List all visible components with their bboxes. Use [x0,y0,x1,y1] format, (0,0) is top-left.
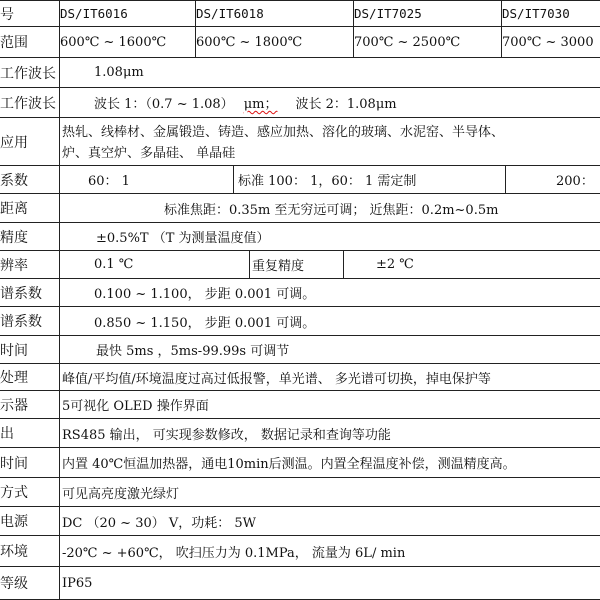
range-cell-3: 700℃ ~ 2500℃ [354,27,502,57]
row-label: 号 [0,1,60,26]
range-cell-2: 600℃ ~ 1800℃ [196,27,354,57]
aiming-value: 可见高亮度激光绿灯 [62,486,180,502]
range-cell-1: 600℃ ~ 1600℃ [60,27,196,57]
repeatability-value: ±2 ℃ [376,257,414,272]
row-label: 时间 [0,448,60,477]
coefficient-cell-1: 60： 1 [60,166,234,193]
row-label: 环境 [0,536,60,566]
range-cell-4: 700℃ ~ 3000 [502,34,594,50]
row-label: 处理 [0,364,60,390]
table-row-environment [0,536,600,567]
wavelength-value: 1.08μm [94,65,144,80]
row-label: 范围 [0,27,60,57]
model-cell-3: DS/IT7025 [354,1,502,26]
accuracy-value: ±0.5%T （T 为测量温度值） [96,231,270,246]
wavelength-band-2: 波长 2：1.08μm [295,97,397,112]
row-label: 距离 [0,194,60,222]
row-label: 等级 [0,567,60,599]
applications-value [60,118,600,165]
table-row-wavelength [0,58,600,88]
response-time-value: 最快 5ms ，5ms-99.99s 可调节 [96,344,290,359]
table-row-focus [0,194,600,223]
row-label: 出 [0,419,60,447]
row-label: 示器 [0,391,60,418]
table-row-coefficient [0,166,600,194]
table-row-display [0,391,600,419]
applications-line-2: 炉、真空炉、多晶硅、 单晶硅 [62,146,236,161]
focus-value: 标准焦距：0.35m 至无穷远可调； 近焦距：0.2m~0.5m [164,202,499,218]
table-row-range [0,27,600,58]
display-value: 5可视化 OLED 操作界面 [62,399,209,414]
table-row-aiming [0,478,600,507]
table-row-resolution [0,251,600,279]
power-value: DC （20 ~ 30） V，功耗： 5W [62,515,257,531]
table-row-wavelength-multi [0,88,600,118]
model-cell-4: DS/IT7030 [502,6,570,21]
model-cell-2: DS/IT6018 [196,1,354,26]
resolution-value: 0.1 ℃ [60,251,250,278]
protection-value: IP65 [62,575,93,591]
output-value: RS485 输出， 可实现参数修改， 数据记录和查询等功能 [62,427,391,443]
row-label: 时间 [0,336,60,363]
table-row-signal-processing [0,364,600,391]
table-row-power [0,507,600,536]
warmup-value: 内置 40℃恒温加热器，通电10min后测温。内置全程温度补偿，测温精度高。 [62,457,516,472]
table-row-output [0,419,600,448]
row-label: 工作波长 [0,58,60,87]
emissivity-2-value: 0.850 ~ 1.150， 步距 0.001 可调。 [94,315,316,331]
row-label: 系数 [0,166,60,193]
row-label: 精度 [0,223,60,250]
table-row-protection [0,567,600,600]
row-label: 谱系数 [0,307,60,335]
table-row-applications [0,118,600,166]
table-row-warmup [0,448,600,478]
row-label: 辨率 [0,251,60,278]
coefficient-cell-2: 标准 100： 1，60： 1 需定制 [234,166,506,193]
table-row-model [0,0,600,27]
emissivity-1-value: 0.100 ~ 1.100， 步距 0.001 可调。 [94,287,316,302]
row-label: 谱系数 [0,279,60,306]
table-row-emissivity-2 [0,307,600,336]
model-cell-1: DS/IT6016 [60,1,196,26]
wavelength-unit: μm； [243,97,278,112]
applications-line-1: 热轧、线棒材、金属锻造、铸造、感应加热、溶化的玻璃、水泥窑、半导体、 [62,125,505,140]
row-label: 工作波长 [0,88,60,117]
wavelength-band-1: 波长 1：（0.7 ~ 1.08） [94,97,234,112]
row-label: 应用 [0,118,60,165]
repeatability-label: 重复精度 [250,251,344,278]
table-row-emissivity-1 [0,279,600,307]
coefficient-cell-3: 200： [556,174,594,189]
row-label: 电源 [0,507,60,535]
signal-processing-value: 峰值/平均值/环境温度过高过低报警，单光谱、 多光谱可切换，掉电保护等 [62,371,491,387]
table-row-accuracy [0,223,600,251]
wavelength-multi-value [60,88,600,117]
environment-value: -20℃ ~ +60℃， 吹扫压力为 0.1MPa， 流量为 6L/ min [62,545,406,561]
row-label: 方式 [0,478,60,506]
table-row-response-time [0,336,600,364]
